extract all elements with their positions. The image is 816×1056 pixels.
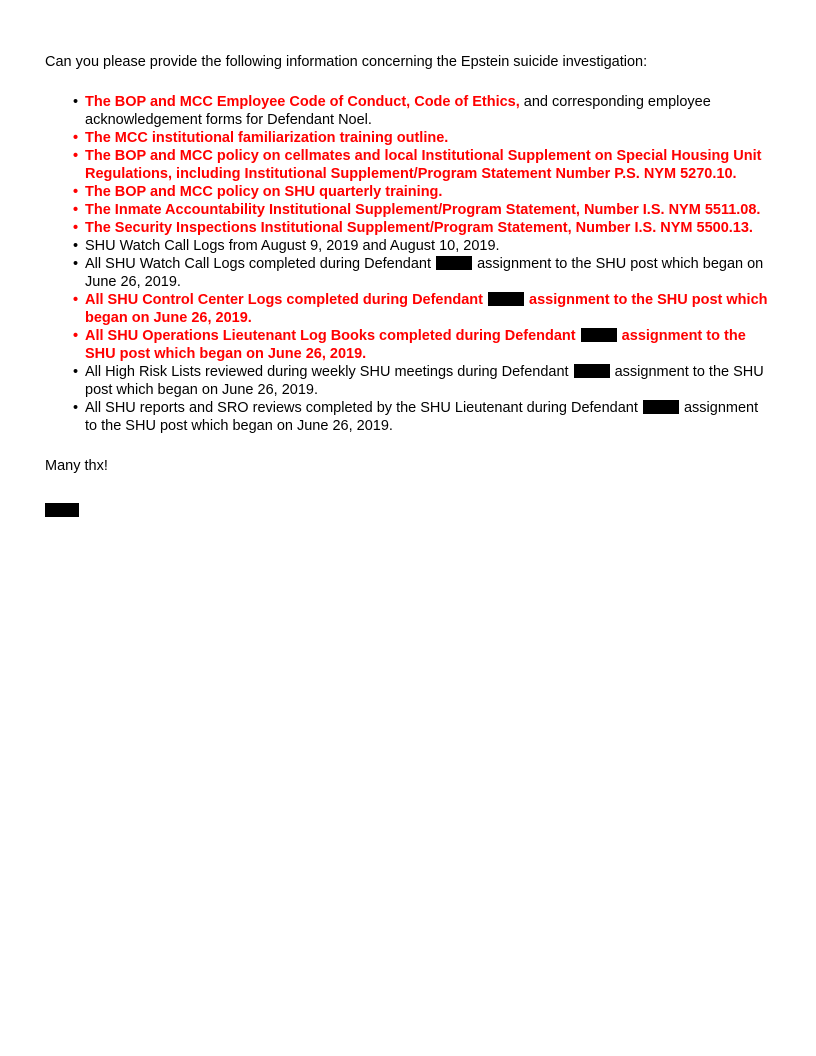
redaction-box [581, 328, 617, 342]
item-text: SHU Watch Call Logs from August 9, 2019 and August 10, 2019. [85, 238, 500, 254]
bullet-icon: • [73, 400, 79, 416]
item-text: The BOP and MCC policy on SHU quarterly training. [85, 184, 443, 200]
item-text: All SHU Control Center Logs completed during Defendant [85, 292, 487, 308]
redaction-box [643, 400, 679, 414]
list-item [73, 201, 773, 219]
item-text: and corresponding employee acknowledgement forms for Defendant Noel. [85, 94, 711, 128]
highlighted-text: The BOP and MCC Employee Code of Conduct, Code of Ethics, [85, 94, 520, 110]
request-list [45, 93, 773, 435]
intro-text: Can you please provide the following information concerning the Epstein suicide investigation: [45, 54, 648, 70]
item-text: assignment to the SHU post which began on June 26, 2019. [85, 292, 768, 326]
redaction-box [574, 364, 610, 378]
bullet-icon: • [73, 94, 79, 110]
list-item [73, 219, 773, 237]
item-text: The BOP and MCC policy on cellmates and local Institutional Supplement on Special Housing Unit Regulations, including Institutional Supplement/Program Statement Number P.S. NYM 5270.10. [85, 148, 762, 182]
bullet-icon: • [73, 364, 79, 380]
bullet-icon: • [73, 148, 79, 164]
bullet-icon: • [73, 184, 79, 200]
item-text: The Inmate Accountability Institutional Supplement/Program Statement, Number I.S. NYM 5511.08. [85, 202, 761, 218]
bullet-icon: • [73, 256, 79, 272]
redaction-box [436, 256, 472, 270]
item-text: All High Risk Lists reviewed during weekly SHU meetings during Defendant [85, 364, 573, 380]
bullet-icon: • [73, 328, 79, 344]
list-item [73, 93, 773, 129]
list-item [73, 183, 773, 201]
list-item [73, 255, 773, 291]
item-text: The MCC institutional familiarization training outline. [85, 130, 449, 146]
item-text: assignment to the SHU post which began on June 26, 2019. [85, 400, 759, 434]
signature-redaction-box [45, 503, 79, 517]
bullet-icon: • [73, 130, 79, 146]
item-text: All SHU Watch Call Logs completed during Defendant [85, 256, 436, 272]
list-item [73, 291, 773, 327]
item-text: The Security Inspections Institutional Supplement/Program Statement, Number I.S. NYM 5500.13. [85, 220, 753, 236]
list-item [73, 399, 773, 435]
redaction-box [488, 292, 524, 306]
item-text: assignment to the SHU post which began on June 26, 2019. [85, 328, 746, 362]
item-text: All SHU Operations Lieutenant Log Books completed during Defendant [85, 328, 580, 344]
bullet-icon: • [73, 292, 79, 308]
list-item [73, 327, 773, 363]
bullet-icon: • [73, 220, 79, 236]
item-text: assignment to the SHU post which began on June 26, 2019. [85, 256, 764, 290]
item-text: assignment to the SHU post which began on June 26, 2019. [85, 364, 764, 398]
closing-text: Many thx! [45, 458, 108, 474]
list-item [73, 237, 773, 255]
list-item [73, 147, 773, 183]
list-item [73, 129, 773, 147]
bullet-icon: • [73, 238, 79, 254]
email-body [45, 53, 773, 517]
list-item [73, 363, 773, 399]
bullet-icon: • [73, 202, 79, 218]
item-text: All SHU reports and SRO reviews completed by the SHU Lieutenant during Defendant [85, 400, 642, 416]
